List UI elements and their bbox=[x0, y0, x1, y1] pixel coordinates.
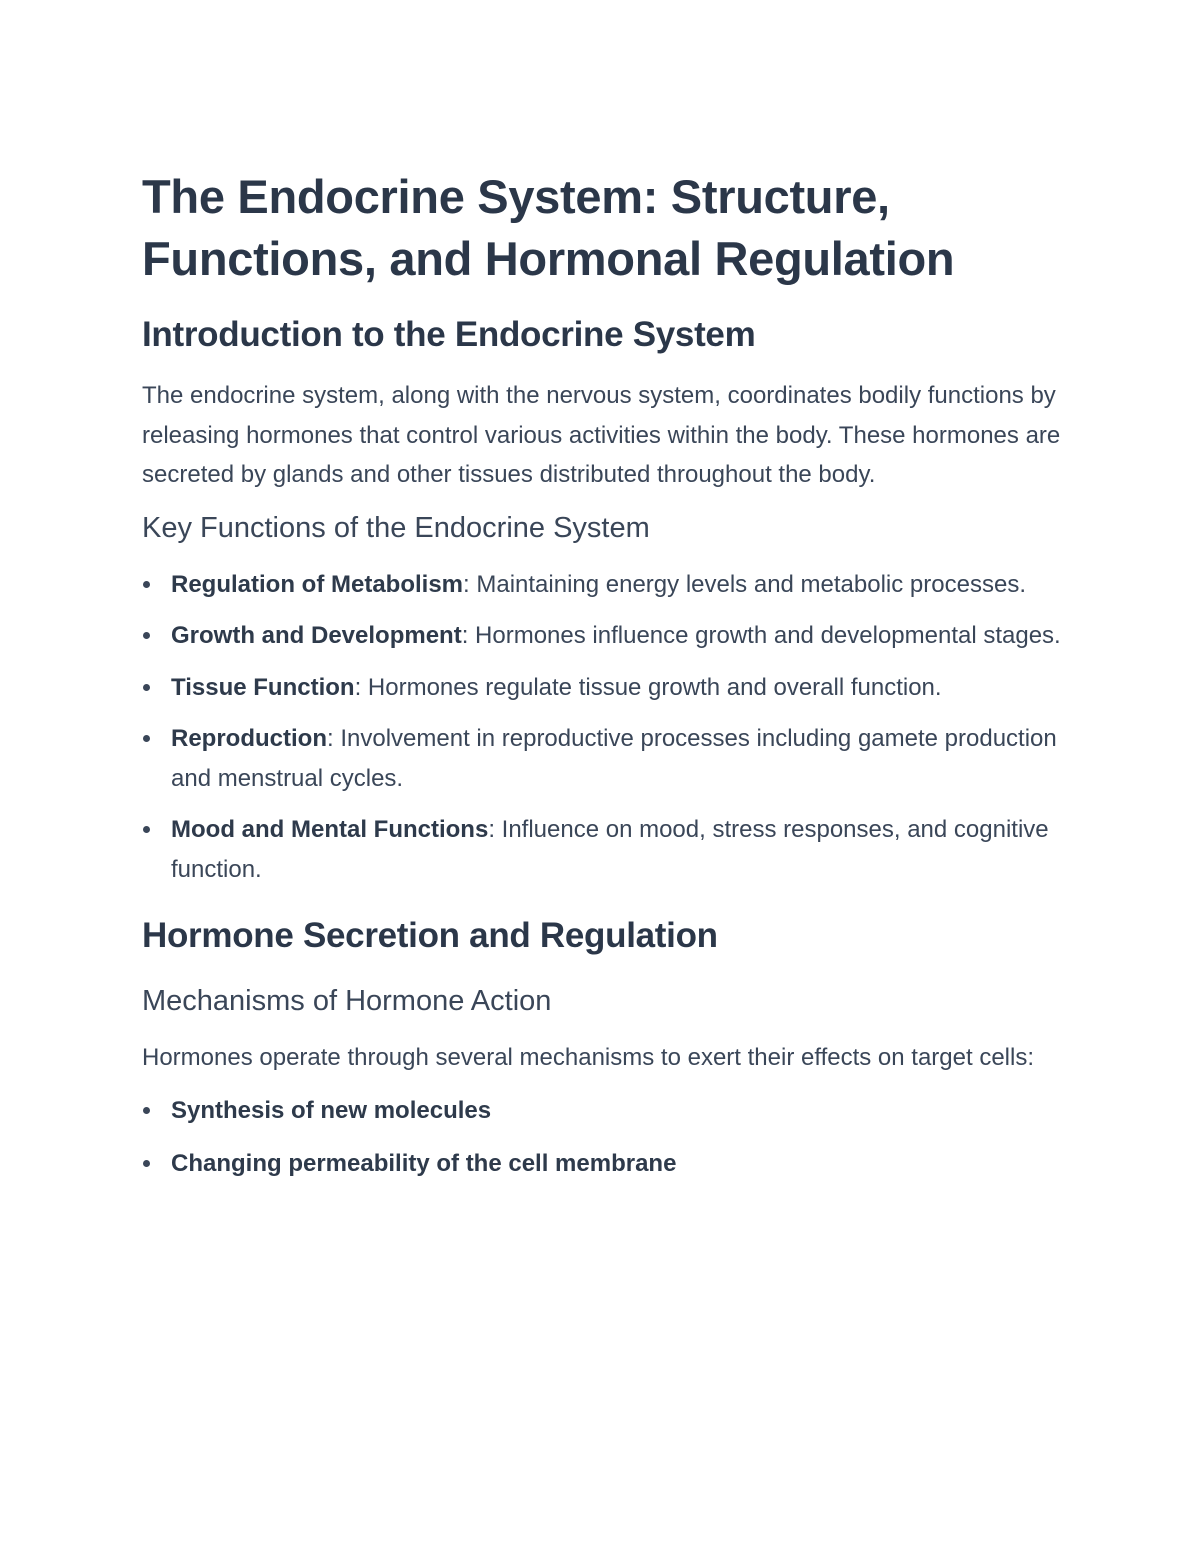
section-heading-secretion: Hormone Secretion and Regulation bbox=[142, 916, 718, 955]
bullet-icon bbox=[143, 735, 150, 742]
bullet-icon bbox=[143, 581, 150, 588]
bullet-icon bbox=[143, 826, 150, 833]
list-item bbox=[142, 565, 1072, 605]
list-item bbox=[142, 719, 1072, 798]
list-item-term: Regulation of Metabolism bbox=[171, 570, 464, 598]
list-item-text: : Influence on mood, stress responses, and cognitive function. bbox=[171, 816, 1049, 883]
bullet-icon bbox=[143, 1160, 150, 1167]
list-item-term: Mood and Mental Functions bbox=[171, 816, 489, 843]
list-item-term: Reproduction bbox=[171, 725, 327, 752]
subheading-key-functions: Key Functions of the Endocrine System bbox=[142, 511, 650, 544]
list-item-term: Tissue Function bbox=[171, 673, 355, 701]
list-item bbox=[142, 810, 1072, 889]
list-item bbox=[142, 668, 1072, 708]
subheading-mechanisms: Mechanisms of Hormone Action bbox=[142, 985, 552, 1017]
document-title: The Endocrine System: Structure, Functions, and Hormonal Regulation bbox=[142, 170, 955, 285]
bullet-icon bbox=[143, 1107, 150, 1114]
mechanisms-list bbox=[142, 1091, 1072, 1184]
list-item-text: : Hormones influence growth and developmental stages. bbox=[461, 622, 1061, 649]
section-heading-introduction: Introduction to the Endocrine System bbox=[142, 315, 756, 354]
document-page bbox=[142, 166, 1072, 1184]
list-item-text: : Involvement in reproductive processes including gamete production and menstrual cycles. bbox=[171, 725, 1057, 792]
list-item-text: : Maintaining energy levels and metabolic processes. bbox=[463, 570, 1026, 598]
list-item-text: : Hormones regulate tissue growth and overall function. bbox=[354, 673, 942, 701]
bullet-icon bbox=[143, 684, 150, 691]
mechanisms-paragraph: Hormones operate through several mechanisms to exert their effects on target cells: bbox=[142, 1044, 1034, 1071]
list-item bbox=[142, 1091, 1072, 1131]
intro-paragraph: The endocrine system, along with the nervous system, coordinates bodily functions by releasing hormones that control various activities within the body. These hormones are secreted by glands and other tissues distributed throughout the body. bbox=[142, 382, 1061, 488]
key-functions-list bbox=[142, 565, 1072, 890]
list-item-term: Synthesis of new molecules bbox=[171, 1096, 492, 1124]
list-item-term: Growth and Development bbox=[171, 622, 462, 649]
list-item bbox=[142, 1144, 1072, 1184]
bullet-icon bbox=[143, 632, 150, 639]
list-item bbox=[142, 616, 1072, 656]
list-item-term: Changing permeability of the cell membrane bbox=[171, 1150, 677, 1177]
